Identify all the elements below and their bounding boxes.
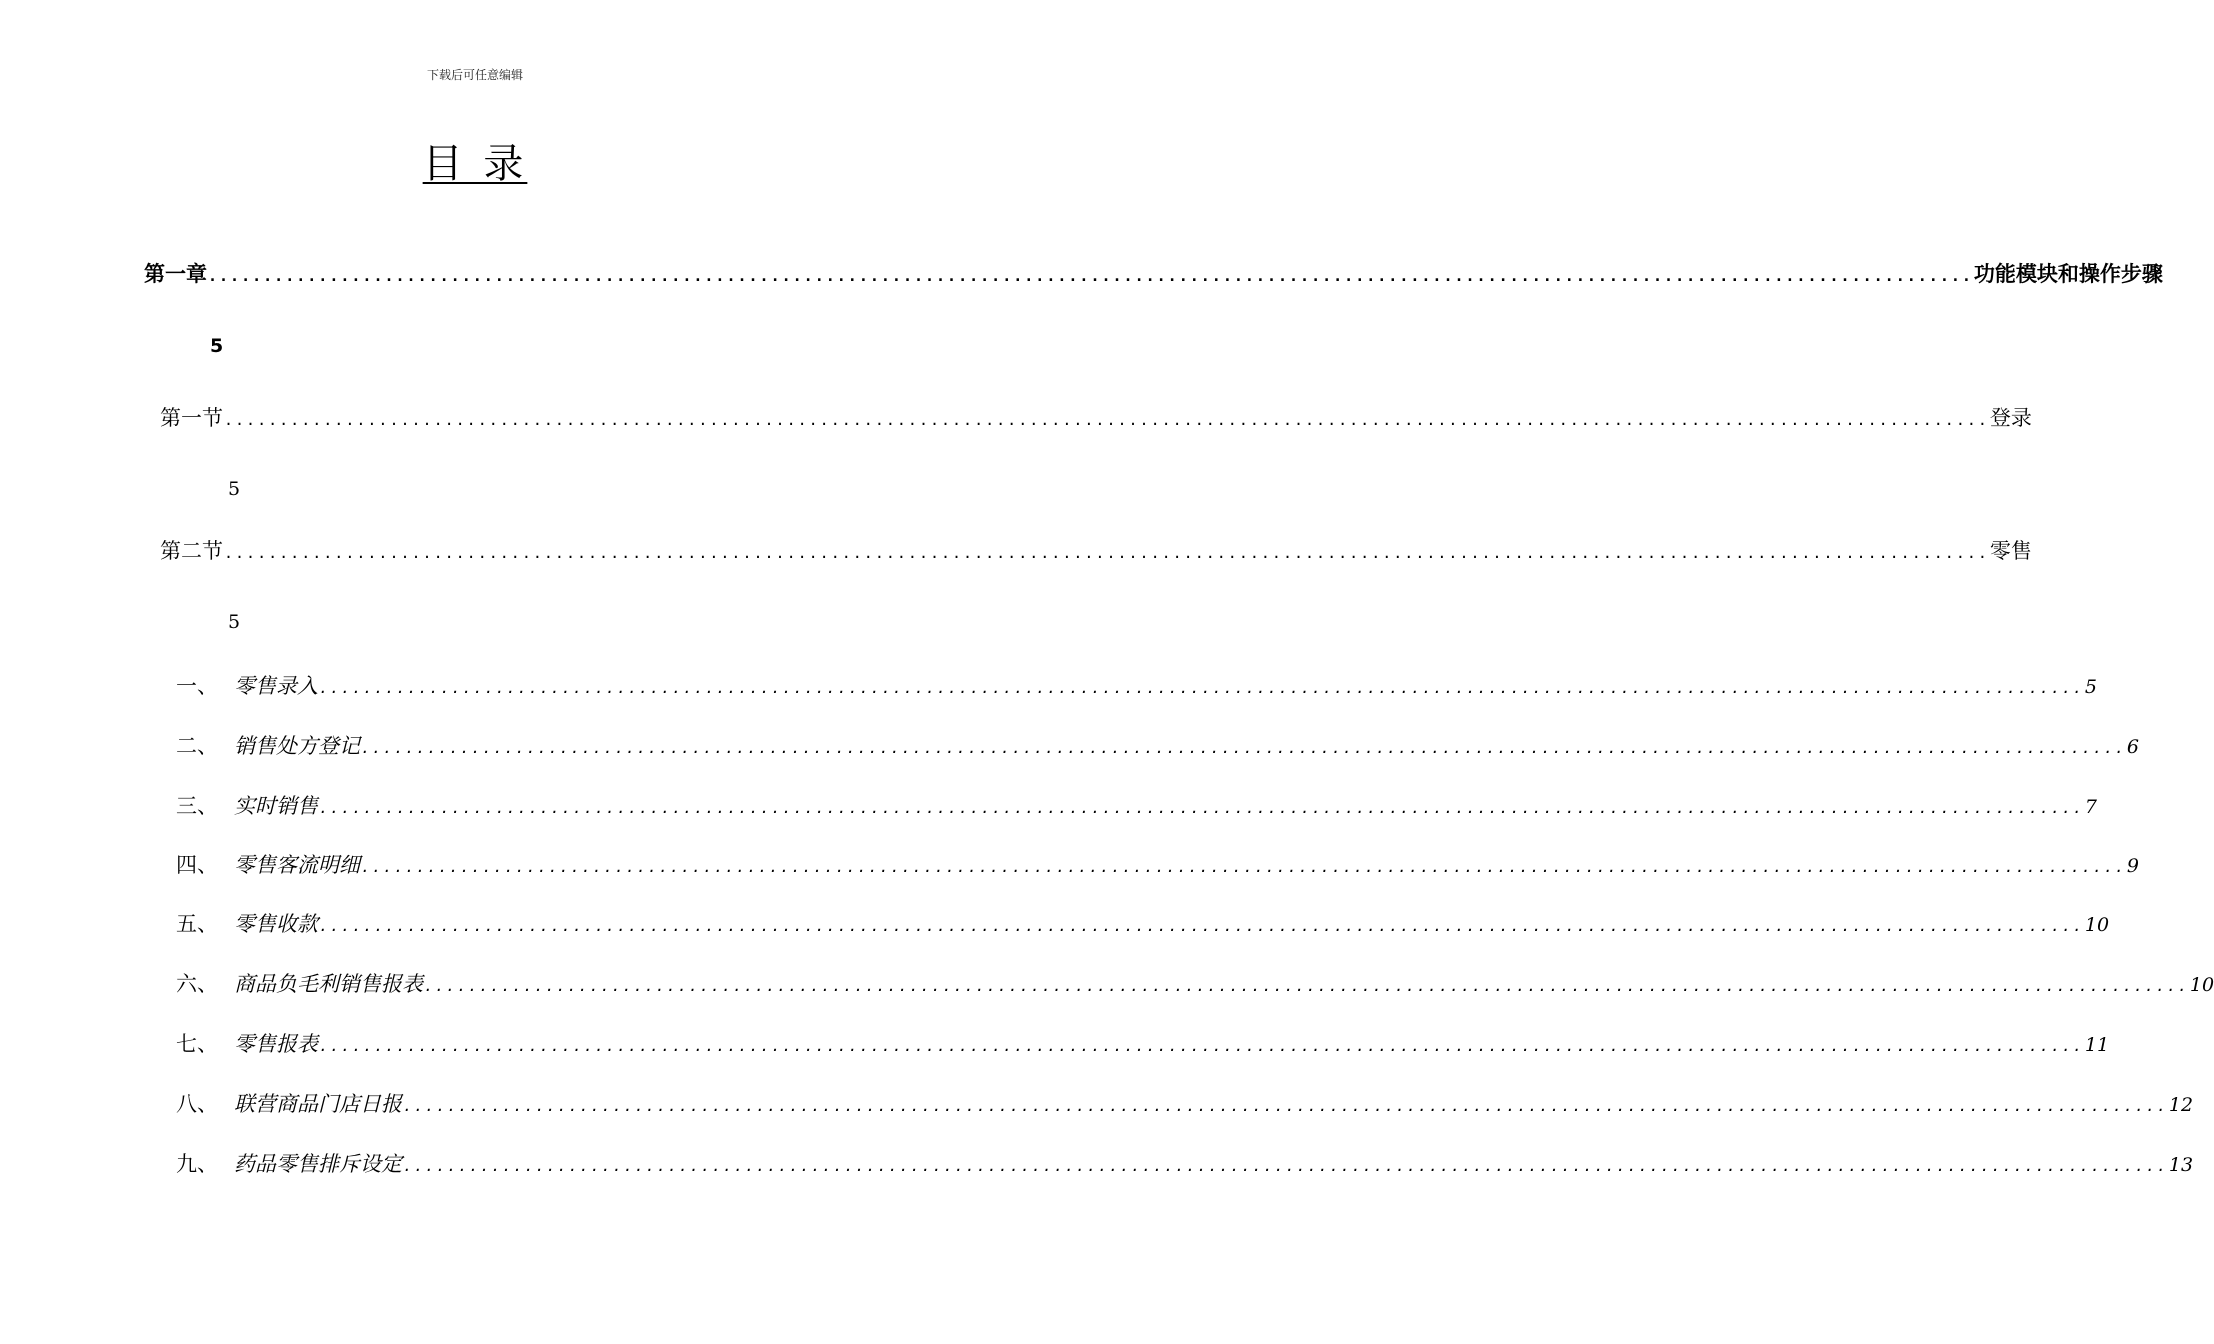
toc-item-8[interactable] xyxy=(176,1088,2194,1118)
dot-leader: ................................................................................................................................................................ xyxy=(319,917,2084,935)
toc-item-6[interactable] xyxy=(176,968,2214,998)
item-title: 零售录入 xyxy=(234,674,318,698)
item-title: 商品负毛利销售报表 xyxy=(234,972,423,996)
item-number: 三、 xyxy=(176,794,218,818)
item-number: 九、 xyxy=(176,1152,218,1176)
item-page-number: 11 xyxy=(2084,1034,2110,1056)
dot-leader: ................................................................................................................................................................ xyxy=(361,858,2126,876)
page-title-text: 目 录 xyxy=(422,141,528,187)
section-page-number: 5 xyxy=(228,611,241,633)
toc-item-1[interactable] xyxy=(176,670,2098,700)
item-number: 八、 xyxy=(176,1092,218,1116)
item-title: 销售处方登记 xyxy=(234,734,360,758)
item-page-number: 9 xyxy=(2126,855,2140,877)
item-number: 二、 xyxy=(176,734,218,758)
section-label: 第二节 xyxy=(160,539,223,563)
dot-leader: ................................................................................................................................................................ xyxy=(224,411,1989,429)
page-header: 下载后可任意编辑 xyxy=(426,68,523,82)
toc-section-2[interactable] xyxy=(160,535,2032,565)
dot-leader: ................................................................................................................................................................ xyxy=(361,739,2126,757)
dot-leader: ................................................................................................................................................................ xyxy=(319,679,2084,697)
item-title: 联营商品门店日报 xyxy=(234,1092,402,1116)
chapter-page-number: 5 xyxy=(210,335,224,357)
item-title: 零售报表 xyxy=(234,1032,318,1056)
item-title: 实时销售 xyxy=(234,794,318,818)
section-title: 登录 xyxy=(1989,406,2032,430)
toc-chapter-1[interactable] xyxy=(144,258,2163,288)
section-label: 第一节 xyxy=(160,406,223,430)
item-number: 六、 xyxy=(176,972,218,996)
chapter-label: 第一章 xyxy=(144,262,207,286)
item-number: 七、 xyxy=(176,1032,218,1056)
item-title: 零售客流明细 xyxy=(234,853,360,877)
toc-section-1[interactable] xyxy=(160,402,2032,432)
dot-leader: ................................................................................................................................................................ xyxy=(403,1157,2168,1175)
dot-leader: ................................................................................................................................................................ xyxy=(208,267,1973,285)
dot-leader: ................................................................................................................................................................ xyxy=(403,1097,2168,1115)
item-page-number: 10 xyxy=(2189,974,2214,996)
dot-leader: ................................................................................................................................................................ xyxy=(224,544,1989,562)
item-number: 一、 xyxy=(176,674,218,698)
item-number: 四、 xyxy=(176,853,218,877)
item-page-number: 6 xyxy=(2126,736,2140,758)
dot-leader: ................................................................................................................................................................ xyxy=(319,1037,2084,1055)
toc-item-5[interactable] xyxy=(176,908,2110,938)
item-page-number: 13 xyxy=(2168,1154,2194,1176)
item-number: 五、 xyxy=(176,912,218,936)
toc-item-2[interactable] xyxy=(176,730,2140,760)
toc-item-7[interactable] xyxy=(176,1028,2110,1058)
item-page-number: 5 xyxy=(2084,676,2098,698)
item-page-number: 10 xyxy=(2084,914,2110,936)
page-title xyxy=(0,140,950,188)
toc-item-9[interactable] xyxy=(176,1148,2194,1178)
item-page-number: 7 xyxy=(2084,796,2098,818)
toc-item-4[interactable] xyxy=(176,849,2140,879)
item-title: 药品零售排斥设定 xyxy=(234,1152,402,1176)
section-title: 零售 xyxy=(1989,539,2032,563)
toc-item-3[interactable] xyxy=(176,790,2098,820)
item-page-number: 12 xyxy=(2168,1094,2194,1116)
section-page-number: 5 xyxy=(228,478,241,500)
item-title: 零售收款 xyxy=(234,912,318,936)
dot-leader: ................................................................................................................................................................ xyxy=(424,977,2189,995)
dot-leader: ................................................................................................................................................................ xyxy=(319,799,2084,817)
chapter-title: 功能模块和操作步骤 xyxy=(1973,262,2163,286)
